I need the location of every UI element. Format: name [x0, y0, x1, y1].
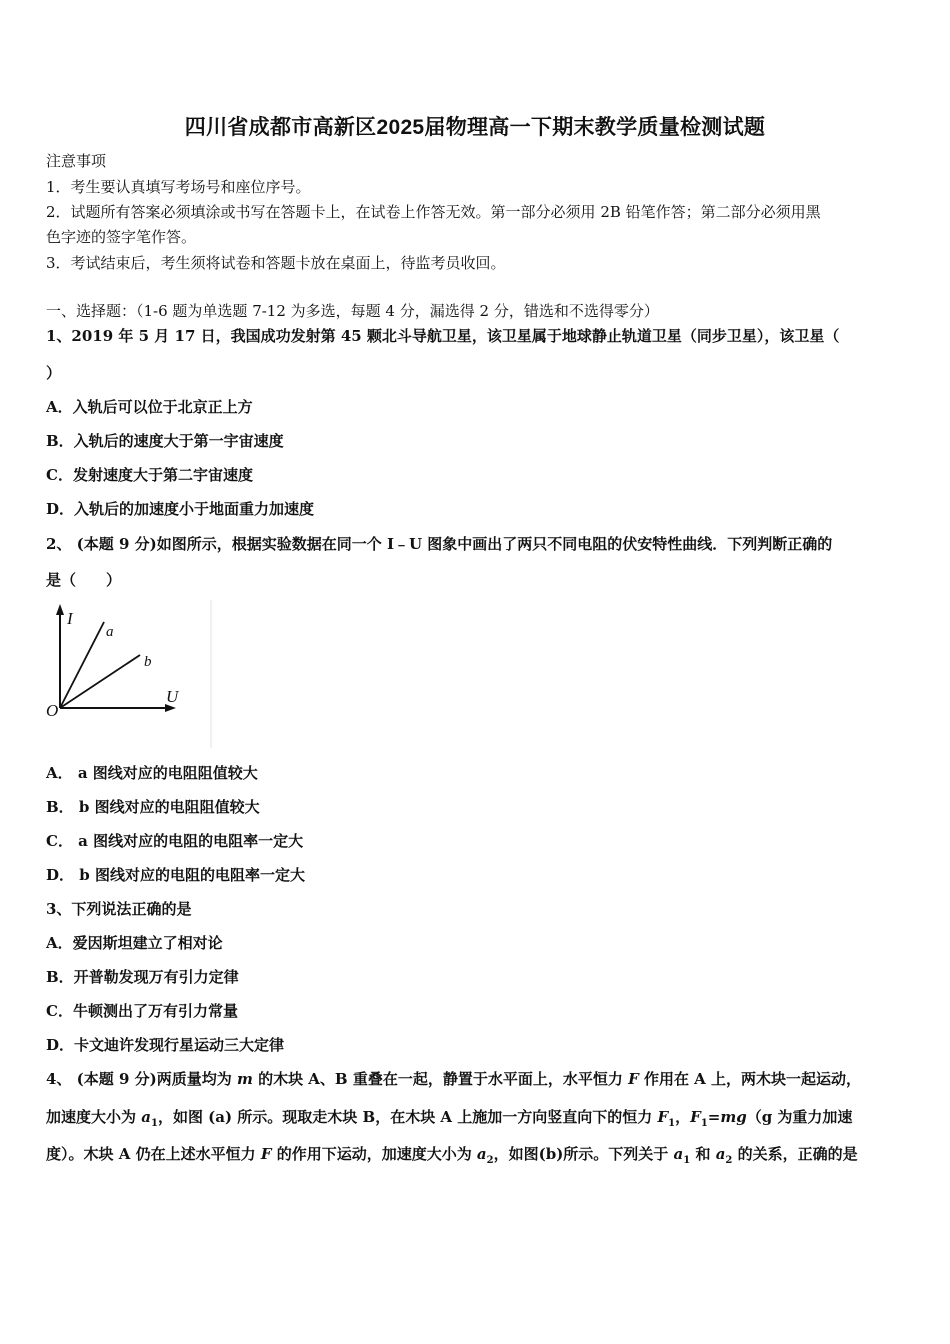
q4-text: 和 — [690, 1145, 716, 1163]
notice-heading: 注意事项 — [46, 152, 107, 170]
q4-sub: 1 — [668, 1118, 676, 1129]
q3-option-d: D．卡文迪许发现行星运动三大定律 — [46, 1036, 285, 1054]
q4-stem-line2 — [46, 1107, 852, 1134]
q4-text: 度）。木块 A 仍在上述水平恒力 — [46, 1145, 261, 1163]
q4-sub: 2 — [486, 1155, 494, 1166]
q4-text: ，如图(b)所示。下列关于 — [493, 1145, 674, 1163]
section-heading: 一、选择题：（1-6 题为单选题 7-12 为多选，每题 4 分，漏选得 2 分，错选和不选得零分） — [46, 302, 659, 320]
line-b — [60, 655, 140, 708]
q2-option-a: A． a 图线对应的电阻阻值较大 — [46, 764, 258, 782]
q1-stem-line2: ） — [46, 364, 62, 382]
x-axis-label: U — [166, 687, 179, 706]
iu-graph-figure — [40, 598, 215, 750]
q4-var-F1: F — [657, 1108, 669, 1126]
q3-option-c: C．牛顿测出了万有引力常量 — [46, 1002, 238, 1020]
q3-option-b: B．开普勒发现万有引力定律 — [46, 968, 239, 986]
y-axis-label: I — [67, 609, 73, 628]
q4-var-a2: a — [476, 1145, 487, 1163]
q4-sub: 1 — [150, 1118, 158, 1129]
q4-text: 的木块 A、B 重叠在一起，静置于水平面上，水平恒力 — [252, 1070, 629, 1088]
q4-text: ，如图 (a) 所示。现取走木块 B，在木块 A 上施加一方向竖直向下的恒力 — [157, 1108, 658, 1126]
y-axis-arrow — [56, 604, 64, 615]
line-a-label: a — [106, 624, 114, 640]
notice-item-1: 1．考生要认真填写考场号和座位序号。 — [46, 178, 311, 196]
q4-var-a2: a — [715, 1145, 726, 1163]
q2-stem-line2: 是（ ） — [46, 571, 122, 589]
q4-var-F1: F — [690, 1108, 701, 1126]
q2-option-d: D． b 图线对应的电阻的电阻率一定大 — [46, 866, 305, 884]
q2-option-c: C． a 图线对应的电阻的电阻率一定大 — [46, 832, 304, 850]
q4-var-a1: a — [673, 1145, 684, 1163]
q1-stem-line1: 1、2019 年 5 月 17 日，我国成功发射第 45 颗北斗导航卫星，该卫星属于地球静止轨道卫星（同步卫星），该卫星（ — [46, 327, 840, 345]
q4-var-F: F — [260, 1145, 272, 1163]
q1-option-d: D．入轨后的加速度小于地面重力加速度 — [46, 500, 315, 518]
q4-text: （g 为重力加速 — [746, 1108, 853, 1126]
q4-text: 的关系，正确的是 — [732, 1145, 858, 1163]
notice-item-3: 3．考试结束后，考生须将试卷和答题卡放在桌面上，待监考员收回。 — [46, 254, 506, 272]
q1-option-b: B．入轨后的速度大于第一宇宙速度 — [46, 432, 284, 450]
q4-equation: =mg — [707, 1108, 747, 1126]
q4-text: 作用在 A 上，两木块一起运动， — [638, 1070, 862, 1088]
line-b-label: b — [144, 654, 152, 670]
q4-text: ， — [675, 1108, 691, 1126]
q4-sub: 2 — [725, 1155, 733, 1166]
q4-stem-line3 — [46, 1144, 858, 1171]
exam-title: 四川省成都市高新区2025届物理高一下期末教学质量检测试题 — [184, 116, 766, 139]
q4-sub: 1 — [683, 1155, 691, 1166]
q4-text: 4、 (本题 9 分)两质量均为 — [46, 1070, 237, 1088]
q4-var-m: m — [236, 1070, 253, 1088]
q1-option-a: A．入轨后可以位于北京正上方 — [46, 398, 253, 416]
q4-var-F: F — [628, 1070, 639, 1088]
notice-item-2-cont: 色字迹的签字笔作答。 — [46, 228, 197, 246]
q4-sub: 1 — [700, 1118, 708, 1129]
q3-option-a: A．爱因斯坦建立了相对论 — [46, 934, 223, 952]
q1-option-c: C．发射速度大于第二宇宙速度 — [46, 466, 253, 484]
q4-stem-line1 — [46, 1069, 861, 1089]
origin-label: O — [46, 701, 59, 720]
line-a — [60, 622, 104, 708]
q2-option-b: B． b 图线对应的电阻阻值较大 — [46, 798, 260, 816]
q3-stem: 3、下列说法正确的是 — [46, 900, 192, 918]
q4-text: 的作用下运动，加速度大小为 — [271, 1145, 477, 1163]
q2-stem-line1: 2、 (本题 9 分)如图所示，根据实验数据在同一个 I﹣U 图象中画出了两只不同电阻的伏安特性曲线．下列判断正确的 — [46, 535, 833, 553]
q4-text: 加速度大小为 — [46, 1108, 142, 1126]
iu-graph — [40, 598, 215, 750]
notice-item-2: 2．试题所有答案必须填涂或书写在答题卡上，在试卷上作答无效。第一部分必须用 2B 铅笔作答；第二部分必须用黑 — [46, 203, 821, 221]
q4-var-a1: a — [141, 1108, 151, 1126]
